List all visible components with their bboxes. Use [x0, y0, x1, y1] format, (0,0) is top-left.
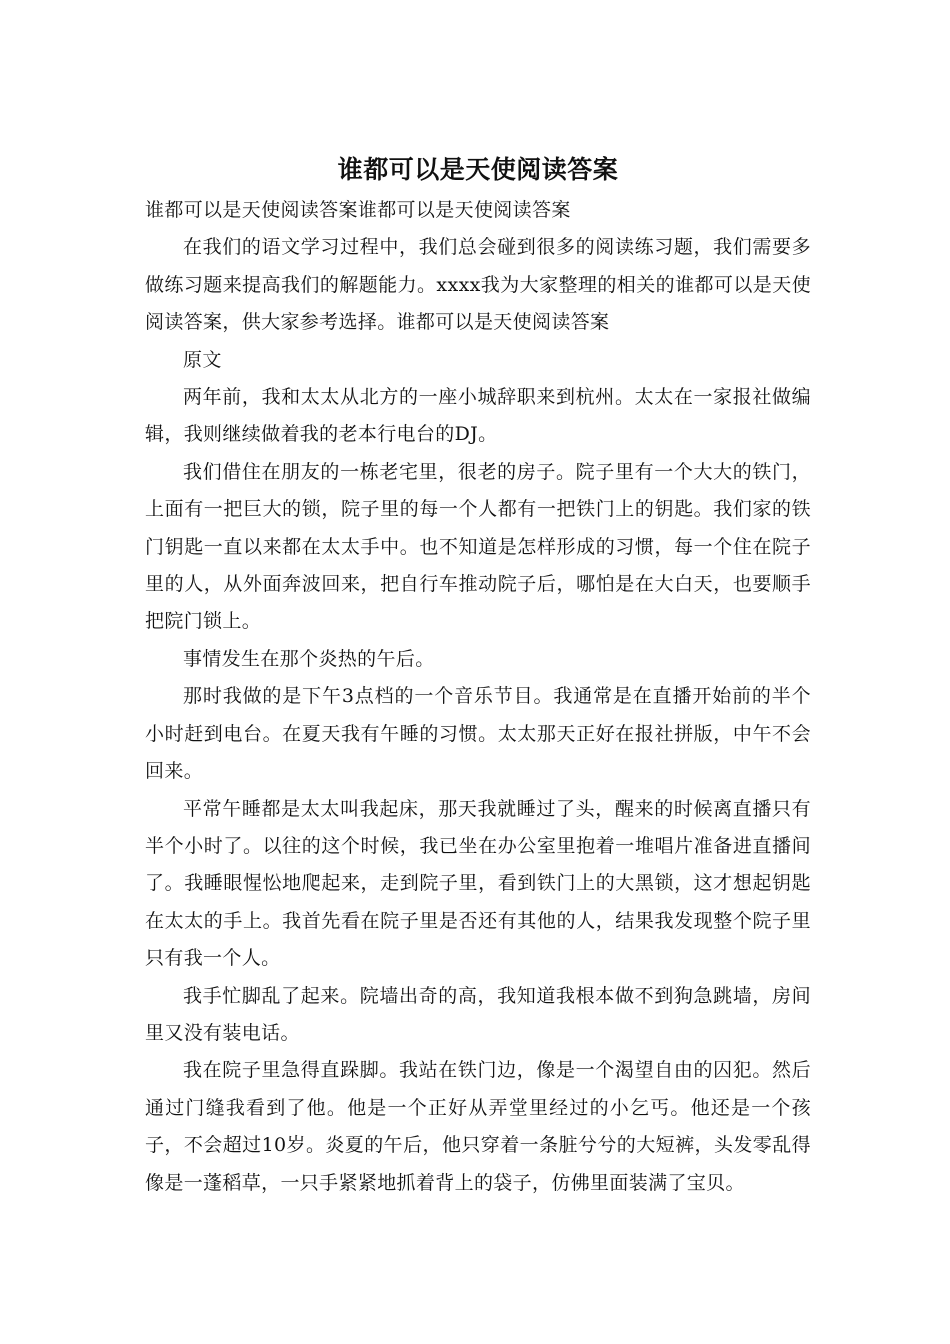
- paragraph: 事情发生在那个炎热的午后。: [183, 647, 435, 670]
- paragraph: 那时我做的是下午3点档的一个音乐节目。我通常是在直播开始前的半个小时赶到电台。在夏天我有午睡的习惯。太太那天正好在报社拼版，中午不会回来。: [145, 685, 811, 783]
- paragraph: 我们借住在朋友的一栋老宅里，很老的房子。院子里有一个大大的铁门，上面有一把巨大的锁，院子里的每一个人都有一把铁门上的钥匙。我们家的铁门钥匙一直以来都在太太手中。也不知道是怎样形成的习惯，每一个住在院子里的人，从外面奔波回来，把自行车推动院子后，哪怕是在大白天，也要顺手把院门锁上。: [145, 460, 811, 633]
- document-title: 谁都可以是天使阅读答案: [337, 155, 619, 184]
- paragraph: 平常午睡都是太太叫我起床，那天我就睡过了头，醒来的时候离直播只有半个小时了。以往的这个时候，我已坐在办公室里抱着一堆唱片准备进直播间了。我睡眼惺忪地爬起来，走到院子里，看到铁门上的大黑锁，这才想起钥匙在太太的手上。我首先看在院子里是否还有其他的人，结果我发现整个院子里只有我一个人。: [145, 797, 811, 970]
- paragraph: 谁都可以是天使阅读答案谁都可以是天使阅读答案: [145, 199, 571, 221]
- document-body: [145, 150, 811, 1202]
- paragraph: 两年前，我和太太从北方的一座小城辞职来到杭州。太太在一家报社做编辑，我则继续做着我的老本行电台的DJ。: [145, 386, 811, 446]
- paragraph: 我手忙脚乱了起来。院墙出奇的高，我知道我根本做不到狗急跳墙，房间里又没有装电话。: [145, 984, 811, 1044]
- paragraph: 在我们的语文学习过程中，我们总会碰到很多的阅读练习题，我们需要多做练习题来提高我们的解题能力。xxxx我为大家整理的相关的谁都可以是天使阅读答案，供大家参考选择。谁都可以是天使阅读答案: [145, 236, 811, 334]
- section-heading-original-text: 原文: [183, 348, 222, 371]
- paragraph: 我在院子里急得直跺脚。我站在铁门边，像是一个渴望自由的囚犯。然后通过门缝我看到了他。他是一个正好从弄堂里经过的小乞丐。他还是一个孩子，不会超过10岁。炎夏的午后，他只穿着一条脏兮兮的大短裤，头发零乱得像是一蓬稻草，一只手紧紧地抓着背上的袋子，仿佛里面装满了宝贝。: [145, 1059, 811, 1194]
